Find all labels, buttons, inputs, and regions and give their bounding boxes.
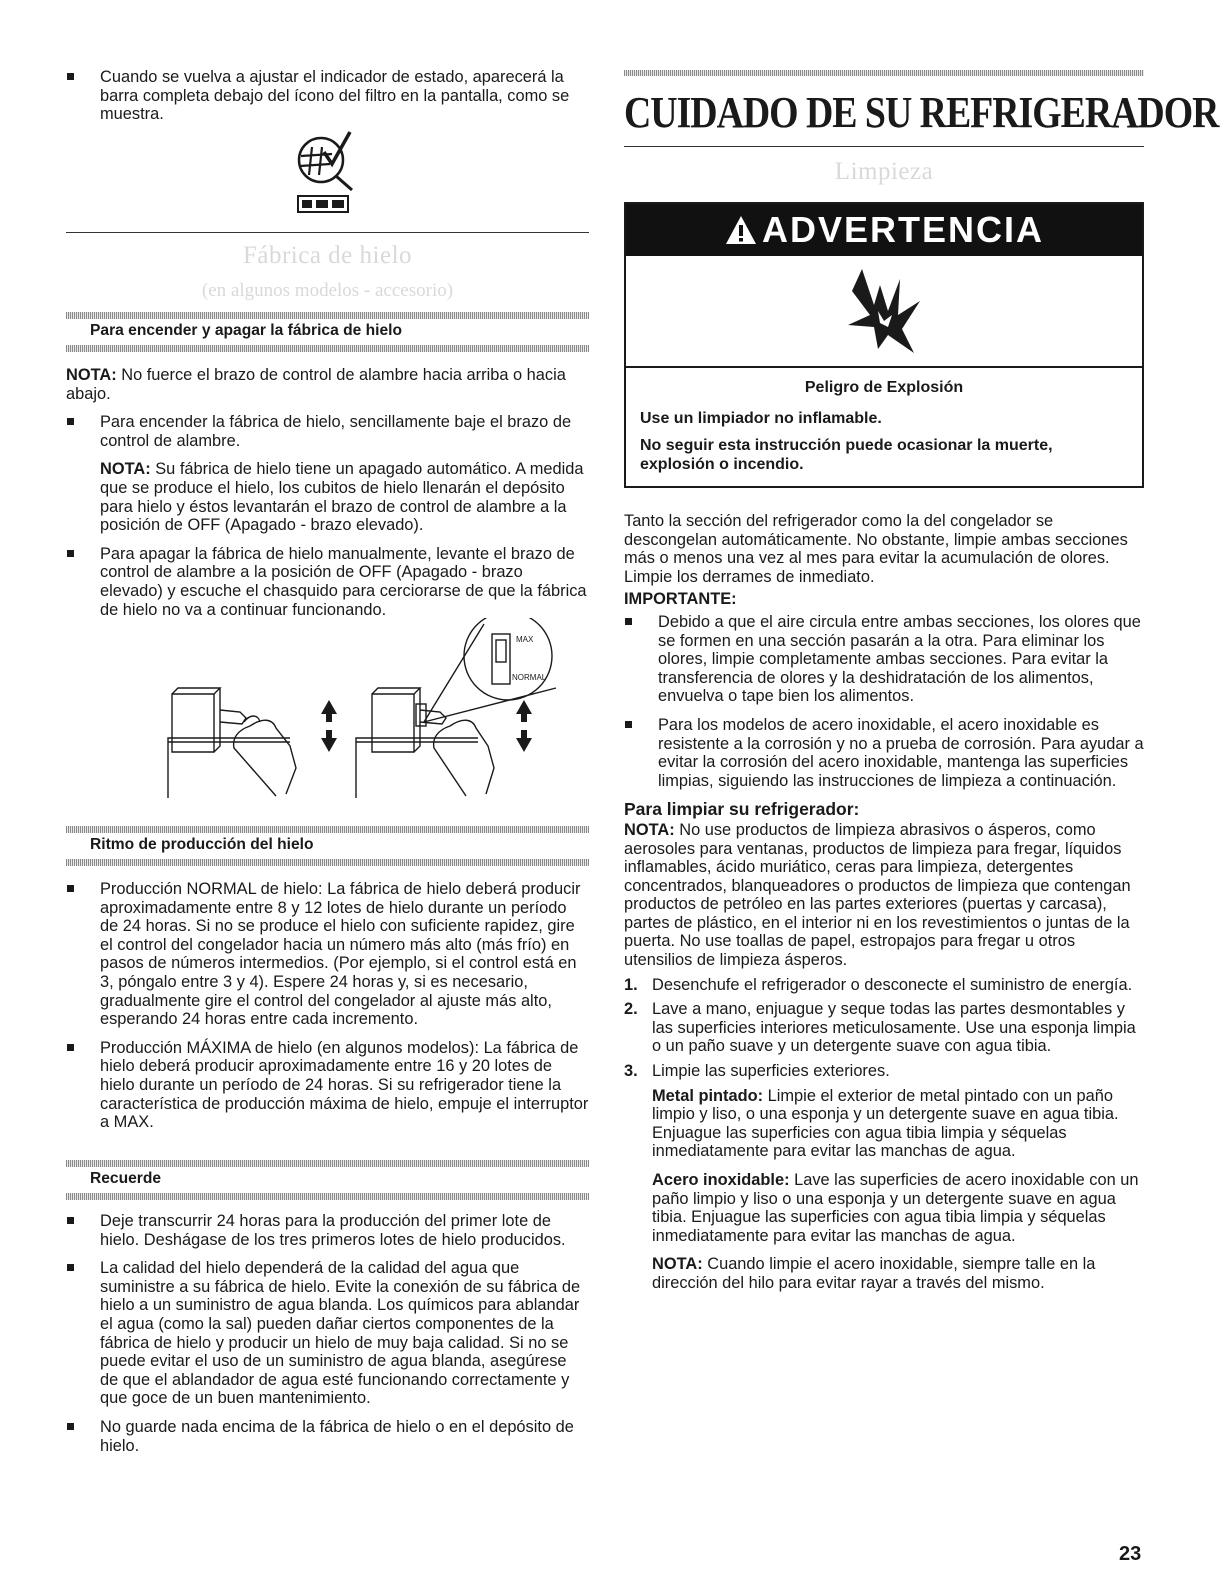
steel-label: Acero inoxidable: [652, 1171, 790, 1189]
step-number: 2. [624, 1000, 638, 1019]
filter-status-bar-icon [284, 130, 364, 214]
painted-text: Limpie el exterior de metal pintado con un paño limpio y liso, o una esponja y un detergente suave en agua tibia. Enjuague las superficies con agua tibia limpia y séquelas inmediatamente para evitar las manchas de agua. [652, 1086, 1119, 1161]
list-item-text: La calidad del hielo dependerá de la calidad del agua que suministre a su fábrica de hielo. Evite la conexión de su fábrica de hielo a un suministro de agua blanda. Los químicos para ablandar el agua (como la sal) pueden dañar ciertos componentes de la fábrica de hielo y producir un hielo de muy baja calidad. Si no se puede evitar el uso de un suministro de agua blanda, asegúrese de que el ablandador de agua esté funcionando correctamente y que goce de un buen mantenimiento. [100, 1259, 581, 1408]
page-number: 23 [1119, 1543, 1142, 1565]
max-label: MAX [516, 635, 534, 644]
list-item [66, 1039, 589, 1132]
intro-paragraph: Tanto la sección del refrigerador como la del congelador se descongelan automáticamente. No obstante, limpie ambas secciones más o menos una vez al mes para evitar la acumulación de olores. Limpie los derrames de inmediato. [624, 512, 1128, 586]
warning-line: Use un limpiador no inflamable. [640, 410, 882, 427]
list-item-text: Para los modelos de acero inoxidable, el acero inoxidable es resistente a la corrosión y no a prueba de corrosión. Para ayudar a evitar la corrosión del acero inoxidable, mantenga las superficies limpias, siguiendo las instrucciones de limpieza a continuación. [658, 715, 1144, 790]
steel-text: Lave las superficies de acero inoxidable con un paño limpio y liso o una esponja y un detergente suave en agua tibia. Enjuague las superficies con agua tibia limpia y séquelas inmediatamente para evitar las manchas de agua. [652, 1171, 1139, 1245]
list-item [624, 716, 1144, 790]
note-label: NOTA: [66, 366, 117, 384]
note-text: Cuando limpie el acero inoxidable, siempre talle en la dirección del hilo para evitar rayar a través del mismo. [652, 1255, 1096, 1292]
hatch-rule [66, 1160, 589, 1167]
title-divider [624, 146, 1144, 147]
list-item [66, 1212, 589, 1249]
note-text: Su fábrica de hielo tiene un apagado automático. A medida que se produce el hielo, los cubitos de hielo llenarán el depósito para hielo y éstos levantarán el brazo de control de alambre a la posición de OFF (Apagado - brazo elevado). [100, 460, 584, 535]
note-label: NOTA: [624, 820, 675, 839]
hatch-rule [66, 859, 589, 866]
warning-icon-area [626, 256, 1142, 368]
onoff-list [66, 413, 589, 619]
painted-metal-paragraph [652, 1087, 1144, 1161]
list-item [66, 413, 589, 535]
section-title: Fábrica de hielo [242, 242, 413, 269]
warning-line: No seguir esta instrucción puede ocasionar la muerte, explosión o incendio. [640, 437, 1053, 473]
clean-heading: Para limpiar su refrigerador: [624, 799, 860, 820]
stainless-paragraph [652, 1171, 1144, 1245]
remember-block [66, 1160, 589, 1200]
warning-title: Peligro de Explosión [804, 379, 964, 396]
warning-text [626, 368, 1142, 486]
normal-label: NORMAL [512, 673, 547, 682]
ice-onoff-content [66, 366, 589, 629]
note-text: No use productos de limpieza abrasivos o ásperos, como aerosoles para ventanas, productos de limpieza para fregar, líquidos inflamables, ácido muriático, ceras para limpieza, detergentes concentrados, blanqueadores o productos de limpieza que contengan productos de petróleo en las partes exteriores (puertas y carcasa), partes de plástico, en el interior ni en los revestimientos o juntas de la puerta. No use toallas de papel, estropajos para fregar u otros utensilios de limpieza ásperos. [624, 820, 1131, 970]
section-subtitle: (en algunos modelos - accesorio) [201, 280, 454, 301]
list-item-text: Debido a que el aire circula entre ambas secciones, los olores que se formen en una sección pasarán a la otra. Para eliminar los olores, limpie completamente ambas secciones. Para evitar la transferencia de olores y la deshidratación de los alimentos, envuelva o tape bien los alimentos. [658, 612, 1141, 706]
steps-list [624, 976, 1144, 1293]
page-title: CUIDADO DE SU REFRIGERADOR [624, 88, 1219, 137]
note-label: NOTA: [652, 1255, 703, 1274]
list-item [66, 1259, 589, 1408]
list-item [66, 68, 589, 124]
warning-header-text: ADVERTENCIA [761, 208, 1044, 250]
note-paragraph [100, 460, 589, 534]
list-item [624, 613, 1144, 706]
important-label: IMPORTANTE: [624, 590, 737, 609]
ice-onoff-block [66, 312, 589, 352]
step-text: Desenchufe el refrigerador o desconecte el suministro de energía. [652, 975, 1133, 994]
cleaning-content [624, 512, 1144, 1299]
remember-list [66, 1212, 589, 1465]
note-paragraph [624, 821, 1144, 970]
note-label: NOTA: [100, 460, 151, 479]
hatch-rule [66, 1193, 589, 1200]
step-item [624, 1062, 1144, 1293]
painted-label: Metal pintado: [652, 1086, 764, 1105]
list-item-text: No guarde nada encima de la fábrica de hielo o en el depósito de hielo. [100, 1417, 574, 1455]
warning-triangle-icon [724, 214, 758, 246]
note-paragraph [66, 366, 589, 403]
warning-box [624, 202, 1144, 488]
ice-rate-block [66, 826, 589, 866]
step-number: 3. [624, 1062, 638, 1081]
intro-bullet-text: Cuando se vuelva a ajustar el indicador de estado, aparecerá la barra completa debajo del ícono del filtro en la pantalla, como se muestra. [100, 68, 570, 124]
intro-list [66, 68, 589, 134]
hatch-rule [624, 70, 1144, 76]
step-text: Limpie las superficies exteriores. [652, 1062, 890, 1081]
list-item-text: Producción NORMAL de hielo: La fábrica de hielo deberá producir aproximadamente entre 8 y 12 lotes de hielo durante un período de 24 horas. Si no se produce el hielo con suficiente rapidez, gire el control del congelador hacia un número más alto (más frío) en pasos de números intermedios. (Por ejemplo, si el control está en 3, póngalo entre 3 y 4). Espere 24 horas y, si es necesario, gradualmente gire el control del congelador al ajuste más alto, esperando 24 horas entre cada incremento. [100, 880, 581, 1029]
explosion-icon [844, 265, 924, 357]
note-text: No fuerce el brazo de control de alambre hacia arriba o hacia abajo. [66, 366, 566, 403]
list-item-text: Para encender la fábrica de hielo, sencillamente baje el brazo de control de alambre. [100, 413, 572, 450]
subhead: Ritmo de producción del hielo [90, 836, 314, 853]
stainless-note-paragraph [652, 1255, 1144, 1292]
step-item [624, 1000, 1144, 1056]
ice-maker-illustration [166, 618, 566, 798]
hatch-rule [66, 312, 589, 319]
hatch-rule [66, 345, 589, 352]
step-item [624, 976, 1144, 995]
ice-rate-list [66, 880, 589, 1142]
step-text: Lave a mano, enjuague y seque todas las partes desmontables y las superficies interiores meticulosamente. Use una esponja limpia o un paño suave y un detergente suave con agua tibia. [652, 1000, 1136, 1056]
list-item [66, 545, 589, 619]
step-number: 1. [624, 975, 638, 994]
list-item [66, 1418, 589, 1455]
section-title: Limpieza [834, 158, 934, 185]
warning-header [626, 204, 1142, 256]
hatch-rule [66, 826, 589, 833]
subhead: Para encender y apagar la fábrica de hielo [90, 322, 403, 339]
list-item [66, 880, 589, 1029]
list-item-text: Producción MÁXIMA de hielo (en algunos modelos): La fábrica de hielo deberá producir aproximadamente entre 16 y 20 lotes de hielo durante un período de 24 horas. Si su refrigerador tiene la característica de producción máxima de hielo, empuje el interruptor a MAX. [100, 1038, 589, 1132]
section-divider [66, 232, 589, 233]
subhead: Recuerde [90, 1170, 162, 1187]
important-list [624, 613, 1144, 790]
list-item-text: Para apagar la fábrica de hielo manualmente, levante el brazo de control de alambre a la posición de OFF (Apagado - brazo elevado) y escuche el chasquido para cerciorarse de que la fábrica de hielo no va a continuar funcionando. [100, 544, 587, 619]
list-item-text: Deje transcurrir 24 horas para la producción del primer lote de hielo. Deshágase de los tres primeros lotes de hielo producidos. [100, 1212, 566, 1249]
